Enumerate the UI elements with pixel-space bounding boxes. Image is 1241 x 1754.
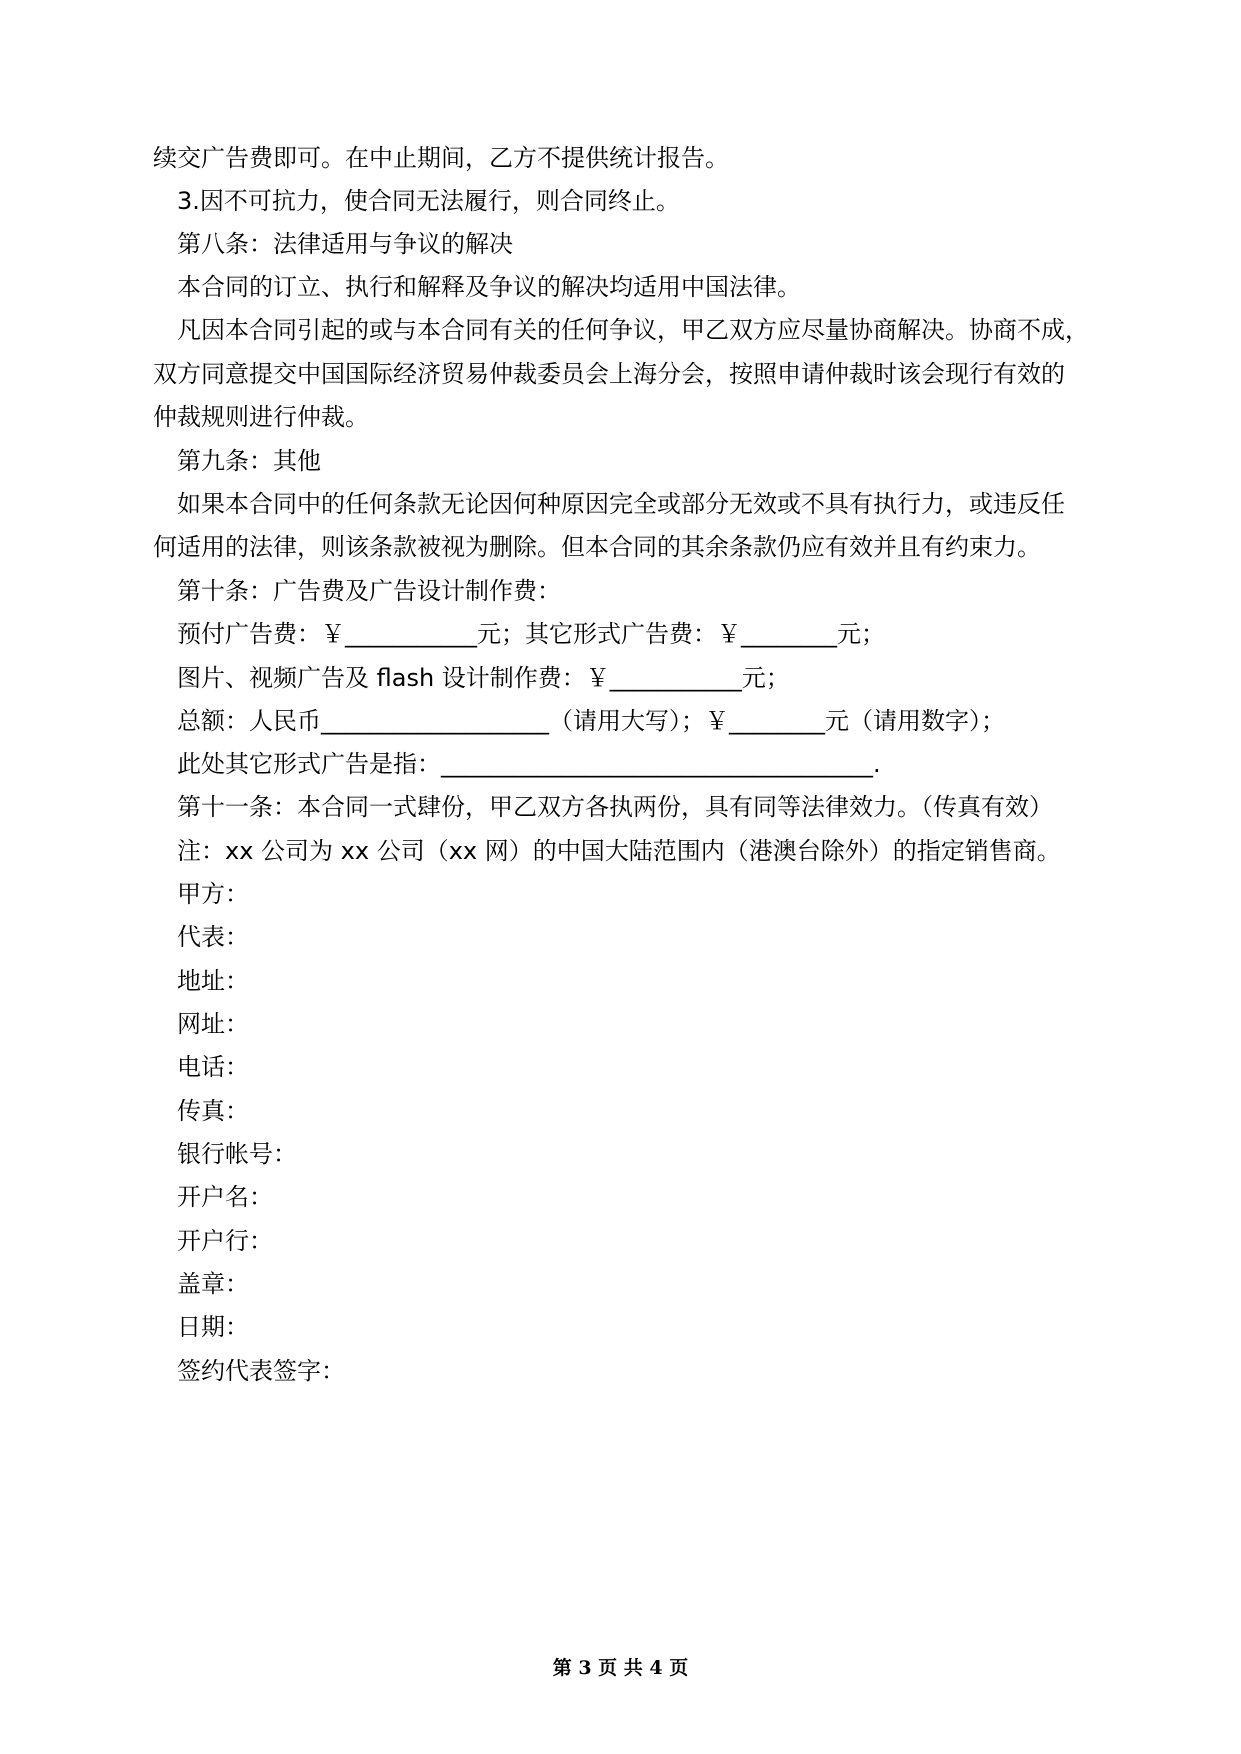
signature-field: 开户行： (177, 1227, 273, 1255)
signature-field: 盖章： (177, 1270, 249, 1298)
fee-line: 图片、视频广告及 flash 设计制作费：￥___________元； (177, 664, 790, 692)
signature-field: 传真： (177, 1097, 249, 1125)
signature-field: 甲方： (177, 880, 249, 908)
fee-line: 预付广告费：￥___________元；其它形式广告费：￥________元； (177, 620, 885, 648)
paragraph-line: 如果本合同中的任何条款无论因何种原因完全或部分无效或不具有执行力，或违反任 (177, 490, 1065, 518)
signature-field: 银行帐号： (177, 1140, 297, 1168)
section-heading: 第十一条：本合同一式肆份，甲乙双方各执两份，具有同等法律效力。（传真有效） (177, 793, 1053, 821)
paragraph-line: 仲裁规则进行仲裁。 (153, 403, 369, 431)
paragraph-line: 双方同意提交中国国际经济贸易仲裁委员会上海分会，按照申请仲裁时该会现行有效的 (153, 360, 1065, 388)
paragraph-line: 凡因本合同引起的或与本合同有关的任何争议，甲乙双方应尽量协商解决。协商不成， (177, 316, 1089, 344)
fee-line: 总额：人民币___________________（请用大写）；￥________元（请用数字）； (177, 707, 1005, 735)
paragraph-line: 续交广告费即可。在中止期间，乙方不提供统计报告。 (153, 144, 729, 172)
signature-field: 开户名： (177, 1183, 273, 1211)
note-line: 注：xx 公司为 xx 公司（xx 网）的中国大陆范围内（港澳台除外）的指定销售商。 (177, 837, 1061, 865)
signature-field: 网址： (177, 1010, 249, 1038)
section-heading: 第十条：广告费及广告设计制作费： (177, 577, 561, 605)
section-heading: 第九条：其他 (177, 447, 321, 475)
page-number: 第 3 页 共 4 页 (552, 1657, 689, 1679)
paragraph-line: 本合同的订立、执行和解释及争议的解决均适用中国法律。 (177, 273, 801, 301)
signature-field: 日期： (177, 1313, 249, 1341)
paragraph-line: 何适用的法律，则该条款被视为删除。但本合同的其余条款仍应有效并且有约束力。 (153, 533, 1041, 561)
section-heading: 第八条：法律适用与争议的解决 (177, 230, 513, 258)
signature-field: 地址： (177, 967, 249, 995)
paragraph-line: 3.因不可抗力，使合同无法履行，则合同终止。 (177, 187, 680, 215)
signature-field: 电话： (177, 1053, 249, 1081)
fee-line: 此处其它形式广告是指：____________________________________. (177, 750, 881, 778)
signature-field: 代表： (177, 923, 249, 951)
signature-field: 签约代表签字： (177, 1357, 345, 1385)
